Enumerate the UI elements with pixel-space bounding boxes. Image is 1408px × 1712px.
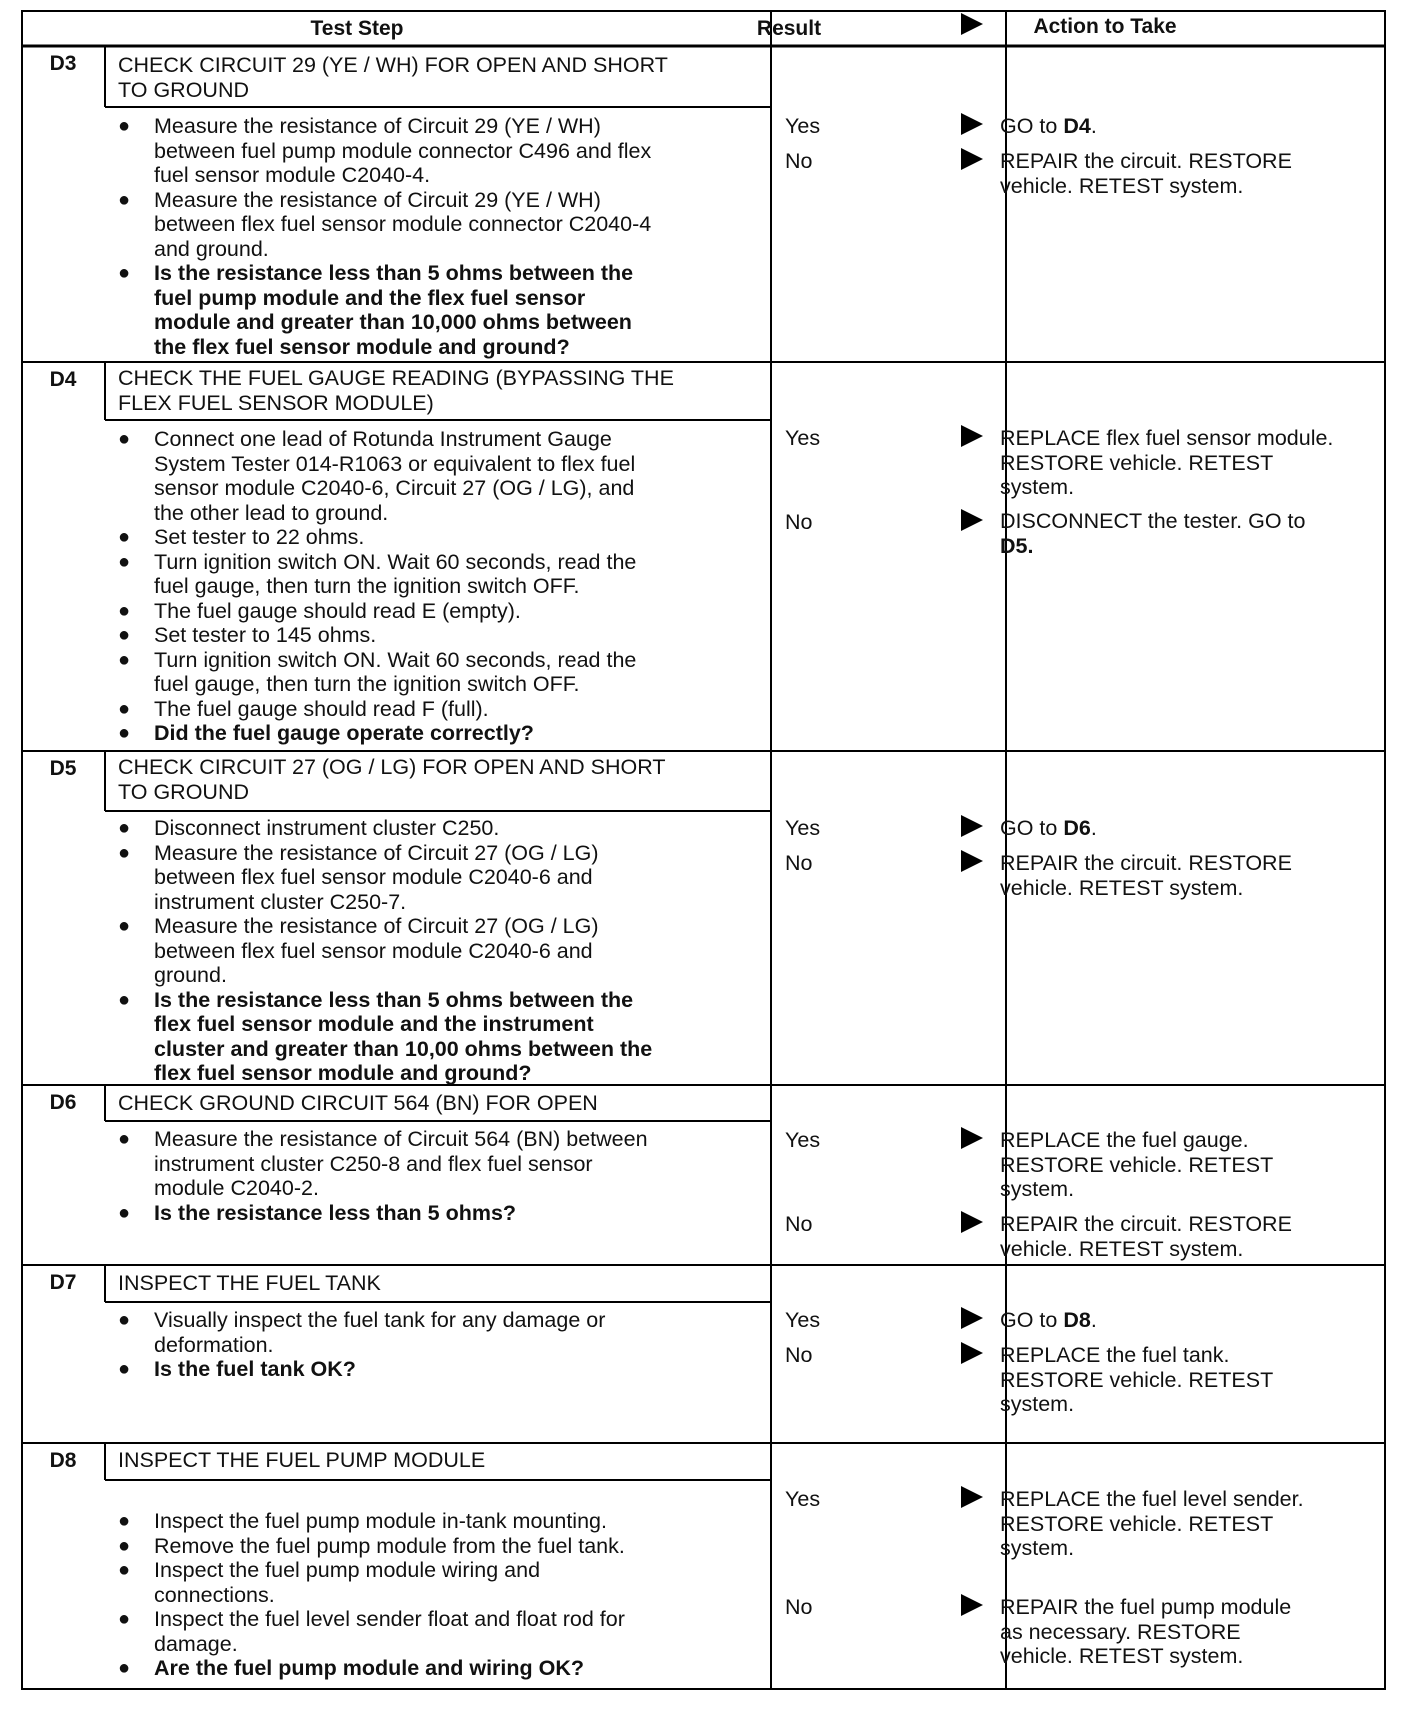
result-arrow-icon	[961, 425, 983, 447]
result-label: Yes	[785, 1128, 821, 1152]
step-instruction: Inspect the fuel level sender float and float rod for	[154, 1607, 625, 1631]
action-text: vehicle. RETEST system.	[1000, 875, 1244, 900]
step-instruction: Turn ignition switch ON. Wait 60 seconds, read the	[154, 549, 637, 574]
action-text: vehicle. RETEST system.	[1000, 1644, 1244, 1668]
step-title: TO GROUND	[118, 779, 249, 804]
bullet-icon: ●	[118, 915, 131, 937]
step-instruction: fuel gauge, then turn the ignition switch OFF.	[154, 672, 580, 696]
step-instruction: The fuel gauge should read E (empty).	[154, 598, 521, 623]
result-label: Yes	[785, 1308, 821, 1332]
action-text: REPLACE the fuel gauge.	[1000, 1128, 1249, 1152]
step-title: CHECK GROUND CIRCUIT 564 (BN) FOR OPEN	[118, 1091, 598, 1115]
step-instruction: Measure the resistance of Circuit 29 (YE / WH)	[154, 187, 601, 212]
step-instruction: System Tester 014-R1063 or equivalent to flex fuel	[154, 451, 636, 476]
result-label: No	[785, 1343, 813, 1367]
header-test-step: Test Step	[310, 17, 404, 40]
step-title: CHECK THE FUEL GAUGE READING (BYPASSING THE	[118, 366, 674, 390]
bullet-icon: ●	[118, 115, 131, 137]
bullet-icon: ●	[118, 988, 131, 1011]
result-arrow-icon	[961, 148, 983, 170]
bullet-icon: ●	[118, 722, 131, 744]
action-text: system.	[1000, 475, 1075, 499]
bullet-icon: ●	[118, 1309, 131, 1331]
header-action: Action to Take	[1033, 15, 1177, 38]
step-id: D4	[49, 368, 77, 391]
action-text: vehicle. RETEST system.	[1000, 173, 1244, 198]
step-instruction: The fuel gauge should read F (full).	[154, 696, 489, 721]
result-arrow-icon	[961, 113, 983, 135]
action-text: REPAIR the fuel pump module	[1000, 1595, 1292, 1619]
step-instruction: Is the fuel tank OK?	[154, 1357, 356, 1381]
result-label: Yes	[785, 1487, 821, 1511]
result-label: Yes	[785, 426, 821, 450]
action-text: REPLACE the fuel level sender.	[1000, 1487, 1304, 1511]
bullet-icon: ●	[118, 624, 131, 646]
action-text: system.	[1000, 1536, 1075, 1560]
step-instruction: Are the fuel pump module and wiring OK?	[154, 1656, 585, 1680]
step-title: TO GROUND	[118, 77, 249, 102]
result-label: Yes	[785, 816, 821, 840]
bullet-icon: ●	[118, 1358, 131, 1380]
action-text: system.	[1000, 1392, 1075, 1416]
action-text: REPLACE the fuel tank.	[1000, 1343, 1230, 1367]
result-arrow-icon	[961, 1211, 983, 1233]
step-instruction: flex fuel sensor module and ground?	[154, 1061, 532, 1085]
action-text: REPAIR the circuit. RESTORE	[1000, 851, 1292, 875]
header-result: Result	[756, 17, 822, 40]
step-instruction: between flex fuel sensor module C2040-6 and	[154, 865, 593, 889]
step-title: FLEX FUEL SENSOR MODULE)	[118, 390, 434, 415]
step-instruction: deformation.	[154, 1332, 274, 1357]
bullet-icon: ●	[118, 648, 131, 671]
result-arrow-icon	[961, 1486, 983, 1508]
bullet-icon: ●	[118, 526, 131, 548]
step-instruction: ground.	[154, 963, 227, 987]
step-instruction: Visually inspect the fuel tank for any damage or	[154, 1308, 606, 1332]
step-instruction: fuel sensor module C2040-4.	[154, 163, 431, 187]
bullet-icon: ●	[118, 1534, 131, 1557]
result-arrow-icon	[961, 1127, 983, 1149]
result-arrow-icon	[961, 815, 983, 837]
result-label: No	[785, 851, 813, 875]
step-instruction: Measure the resistance of Circuit 29 (YE / WH)	[154, 114, 601, 138]
step-instruction: Connect one lead of Rotunda Instrument Gauge	[154, 427, 612, 451]
result-arrow-icon	[961, 1594, 983, 1616]
step-instruction: Measure the resistance of Circuit 27 (OG / LG)	[154, 914, 599, 938]
step-instruction: Measure the resistance of Circuit 27 (OG / LG)	[154, 840, 599, 865]
step-instruction: Disconnect instrument cluster C250.	[154, 816, 500, 840]
bullet-icon: ●	[118, 599, 131, 622]
step-instruction: Is the resistance less than 5 ohms?	[154, 1200, 517, 1225]
result-arrow-icon	[961, 850, 983, 872]
bullet-icon: ●	[118, 262, 131, 284]
step-id: D7	[49, 1271, 77, 1294]
step-instruction: Turn ignition switch ON. Wait 60 seconds, read the	[154, 647, 637, 672]
bullet-icon: ●	[118, 1657, 131, 1679]
bullet-icon: ●	[118, 1559, 131, 1581]
step-instruction: fuel gauge, then turn the ignition switch OFF.	[154, 574, 580, 598]
bullet-icon: ●	[118, 550, 131, 573]
step-id: D3	[49, 52, 77, 75]
step-instruction: Remove the fuel pump module from the fuel tank.	[154, 1533, 625, 1558]
step-instruction: between fuel pump module connector C496 and flex	[154, 138, 652, 163]
result-label: No	[785, 510, 813, 534]
step-id: D5	[49, 757, 77, 780]
step-title: CHECK CIRCUIT 29 (YE / WH) FOR OPEN AND SHORT	[118, 53, 668, 77]
step-id: D8	[49, 1449, 77, 1472]
bullet-icon: ●	[118, 1608, 131, 1630]
step-instruction: Inspect the fuel pump module wiring and	[154, 1558, 541, 1582]
step-instruction: Is the resistance less than 5 ohms between the	[154, 261, 634, 285]
step-instruction: connections.	[154, 1582, 275, 1607]
step-instruction: damage.	[154, 1631, 238, 1656]
action-text: as necessary. RESTORE	[1000, 1619, 1241, 1644]
step-instruction: sensor module C2040-6, Circuit 27 (OG / LG), and	[154, 476, 635, 500]
step-instruction: flex fuel sensor module and the instrument	[154, 1012, 594, 1036]
action-text: GO to D6.	[1000, 816, 1097, 840]
step-instruction: between flex fuel sensor module connector C2040-4	[154, 212, 652, 236]
diagnostic-table	[21, 10, 1386, 1690]
step-instruction: Set tester to 22 ohms.	[154, 525, 365, 549]
bullet-icon: ●	[118, 841, 131, 864]
step-instruction: cluster and greater than 10,00 ohms between the	[154, 1036, 653, 1061]
result-arrow-icon	[961, 509, 983, 531]
bullet-icon: ●	[118, 817, 131, 839]
action-text: vehicle. RETEST system.	[1000, 1236, 1244, 1261]
step-instruction: instrument cluster C250-8 and flex fuel sensor	[154, 1151, 593, 1176]
result-arrow-icon	[961, 1342, 983, 1364]
action-text: GO to D8.	[1000, 1308, 1097, 1332]
step-instruction: instrument cluster C250-7.	[154, 889, 407, 914]
step-title: INSPECT THE FUEL PUMP MODULE	[118, 1448, 486, 1472]
step-instruction: Did the fuel gauge operate correctly?	[154, 721, 534, 745]
result-arrow-icon	[961, 1307, 983, 1329]
action-text: REPLACE flex fuel sensor module.	[1000, 426, 1334, 450]
bullet-icon: ●	[118, 697, 131, 720]
step-instruction: between flex fuel sensor module C2040-6 and	[154, 938, 593, 963]
action-text: RESTORE vehicle. RETEST	[1000, 1511, 1274, 1536]
step-instruction: module C2040-2.	[154, 1176, 319, 1200]
result-label: No	[785, 1212, 813, 1236]
action-text: REPAIR the circuit. RESTORE	[1000, 1212, 1292, 1236]
action-text: D5.	[1000, 533, 1034, 558]
result-label: No	[785, 149, 813, 173]
action-text: RESTORE vehicle. RETEST	[1000, 1152, 1274, 1177]
step-title: CHECK CIRCUIT 27 (OG / LG) FOR OPEN AND SHORT	[118, 755, 666, 779]
action-text: DISCONNECT the tester. GO to	[1000, 509, 1306, 533]
step-instruction: Measure the resistance of Circuit 564 (BN) between	[154, 1127, 648, 1151]
bullet-icon: ●	[118, 1201, 131, 1224]
step-instruction: Inspect the fuel pump module in-tank mounting.	[154, 1509, 607, 1533]
bullet-icon: ●	[118, 1128, 131, 1150]
step-instruction: fuel pump module and the flex fuel sensor	[154, 285, 586, 310]
bullet-icon: ●	[118, 1510, 131, 1532]
step-title: INSPECT THE FUEL TANK	[118, 1271, 381, 1295]
action-text: REPAIR the circuit. RESTORE	[1000, 149, 1292, 173]
action-text: system.	[1000, 1177, 1075, 1201]
action-text: RESTORE vehicle. RETEST	[1000, 1367, 1274, 1392]
action-text: GO to D4.	[1000, 114, 1097, 138]
result-label: Yes	[785, 114, 821, 138]
step-instruction: Set tester to 145 ohms.	[154, 623, 377, 647]
step-instruction: module and greater than 10,000 ohms between	[154, 310, 632, 334]
action-text: RESTORE vehicle. RETEST	[1000, 450, 1274, 475]
step-instruction: and ground.	[154, 236, 269, 261]
bullet-icon: ●	[118, 428, 131, 450]
step-instruction: the other lead to ground.	[154, 500, 389, 525]
step-instruction: the flex fuel sensor module and ground?	[154, 334, 570, 359]
step-instruction: Is the resistance less than 5 ohms between the	[154, 987, 634, 1012]
result-label: No	[785, 1595, 813, 1619]
step-id: D6	[49, 1091, 77, 1114]
bullet-icon: ●	[118, 188, 131, 211]
